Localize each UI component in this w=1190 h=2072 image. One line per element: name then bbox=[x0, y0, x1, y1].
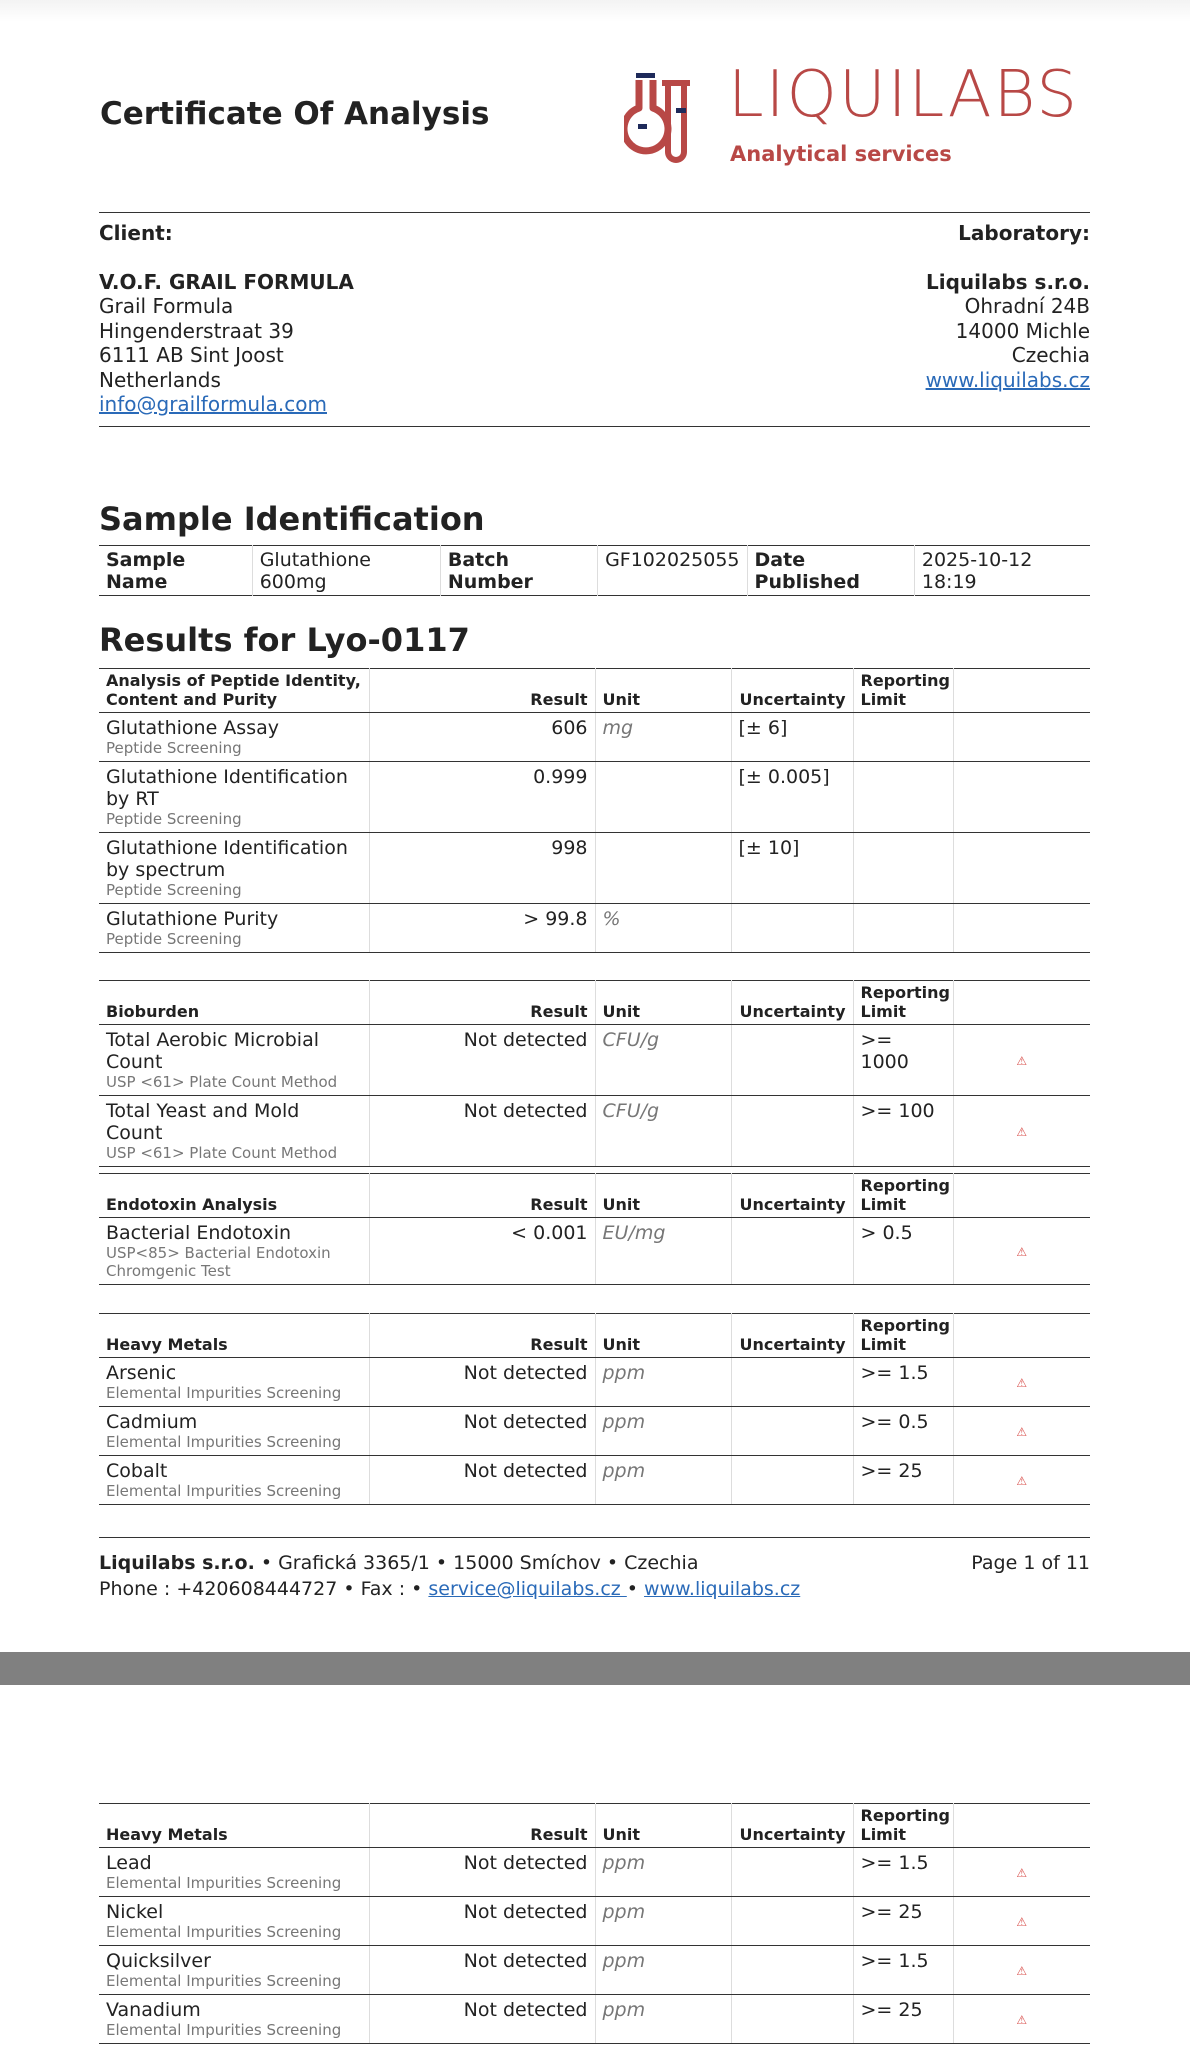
analyte-cell bbox=[99, 1897, 369, 1946]
analysis-method: Elemental Impurities Screening bbox=[106, 1433, 342, 1451]
uncertainty-value bbox=[731, 1025, 853, 1096]
table-header-row bbox=[99, 1314, 1090, 1358]
client-line: 6111 AB Sint Joost bbox=[99, 343, 284, 367]
uncertainty-value bbox=[731, 1848, 853, 1897]
laboratory-website-link[interactable]: www.liquilabs.cz bbox=[925, 367, 1090, 392]
analysis-method: USP <61> Plate Count Method bbox=[106, 1073, 338, 1091]
unit-value: EU/mg bbox=[595, 1218, 731, 1285]
analysis-method: Elemental Impurities Screening bbox=[106, 2021, 342, 2039]
flag-cell bbox=[953, 833, 1090, 904]
reporting-limit-value: >= 100 bbox=[853, 1096, 953, 1167]
analyte-cell bbox=[99, 833, 369, 904]
analysis-method: Elemental Impurities Screening bbox=[106, 1972, 342, 1990]
flag-cell bbox=[953, 1358, 1090, 1407]
unit-value: ppm bbox=[595, 1848, 731, 1897]
analysis-method: USP <61> Plate Count Method bbox=[106, 1144, 338, 1162]
page-footer bbox=[99, 1537, 1090, 1602]
reporting-limit-column-header: Reporting Limit bbox=[853, 981, 953, 1025]
result-value: Not detected bbox=[369, 1995, 595, 2044]
result-value: 0.999 bbox=[369, 762, 595, 833]
warning-triangle-icon: ⚠ bbox=[1016, 1866, 1028, 1880]
unit-column-header: Unit bbox=[595, 669, 731, 713]
result-value: Not detected bbox=[369, 1946, 595, 1995]
date-published-value: 2025-10-12 18:19 bbox=[914, 546, 1090, 596]
reporting-limit-value bbox=[853, 713, 953, 762]
reporting-limit-column-header: Reporting Limit bbox=[853, 1804, 953, 1848]
result-column-header: Result bbox=[369, 981, 595, 1025]
warning-triangle-icon: ⚠ bbox=[1016, 2013, 1028, 2027]
bioburden-table bbox=[99, 980, 1090, 1167]
flag-cell bbox=[953, 1456, 1090, 1505]
page-top-shade bbox=[0, 0, 1190, 22]
result-value: Not detected bbox=[369, 1848, 595, 1897]
reporting-limit-value: >= 1.5 bbox=[853, 1358, 953, 1407]
result-value: > 99.8 bbox=[369, 904, 595, 953]
analyte-cell bbox=[99, 1946, 369, 1995]
laboratory-info bbox=[926, 221, 1090, 392]
table-header-row bbox=[99, 1174, 1090, 1218]
flag-cell bbox=[953, 904, 1090, 953]
analyte-name: Quicksilver bbox=[106, 1950, 211, 1972]
flag-column-header bbox=[953, 669, 1090, 713]
warning-triangle-icon: ⚠ bbox=[1016, 1376, 1028, 1390]
table-row bbox=[99, 713, 1090, 762]
table-row bbox=[99, 1995, 1090, 2044]
analysis-method: Peptide Screening bbox=[106, 739, 242, 757]
analyte-cell bbox=[99, 1407, 369, 1456]
reporting-limit-value: >= 0.5 bbox=[853, 1407, 953, 1456]
analyte-cell bbox=[99, 904, 369, 953]
result-value: Not detected bbox=[369, 1025, 595, 1096]
analyte-name: Lead bbox=[106, 1852, 152, 1874]
client-email-link[interactable]: info@grailformula.com bbox=[99, 392, 327, 416]
analyte-cell bbox=[99, 1218, 369, 1285]
analyte-cell bbox=[99, 1848, 369, 1897]
analysis-method: USP<85> Bacterial Endotoxin Chromgenic Test bbox=[106, 1244, 331, 1280]
result-column-header: Result bbox=[369, 1314, 595, 1358]
warning-triangle-icon: ⚠ bbox=[1016, 1474, 1028, 1488]
endotoxin-table bbox=[99, 1173, 1090, 1285]
result-value: Not detected bbox=[369, 1456, 595, 1505]
client-name: V.O.F. GRAIL FORMULA bbox=[99, 269, 354, 294]
uncertainty-column-header: Uncertainty bbox=[731, 1174, 853, 1218]
client-line: Netherlands bbox=[99, 367, 221, 392]
warning-triangle-icon: ⚠ bbox=[1016, 1245, 1028, 1259]
footer-email-link[interactable]: service@liquilabs.cz bbox=[428, 1578, 627, 1600]
table-row bbox=[99, 1407, 1090, 1456]
result-column-header: Result bbox=[369, 669, 595, 713]
uncertainty-value bbox=[731, 1096, 853, 1167]
uncertainty-column-header: Uncertainty bbox=[731, 1804, 853, 1848]
reporting-limit-value: >= 1000 bbox=[853, 1025, 953, 1096]
reporting-limit-value bbox=[853, 833, 953, 904]
table-row bbox=[99, 833, 1090, 904]
reporting-limit-value: >= 1.5 bbox=[853, 1848, 953, 1897]
table-row bbox=[99, 1946, 1090, 1995]
result-column-header: Result bbox=[369, 1804, 595, 1848]
analyte-name: Glutathione Assay bbox=[106, 717, 279, 739]
analysis-method: Elemental Impurities Screening bbox=[106, 1923, 342, 1941]
client-heading: Client: bbox=[99, 221, 173, 245]
uncertainty-value bbox=[731, 904, 853, 953]
analysis-method: Peptide Screening bbox=[106, 881, 242, 899]
client-line: Grail Formula bbox=[99, 294, 234, 318]
client-line: Hingenderstraat 39 bbox=[99, 318, 294, 343]
result-value: 606 bbox=[369, 713, 595, 762]
uncertainty-value bbox=[731, 1995, 853, 2044]
reporting-limit-column-header: Reporting Limit bbox=[853, 1174, 953, 1218]
reporting-limit-value: >= 1.5 bbox=[853, 1946, 953, 1995]
uncertainty-column-header: Uncertainty bbox=[731, 981, 853, 1025]
uncertainty-value bbox=[731, 1218, 853, 1285]
reporting-limit-value: > 0.5 bbox=[853, 1218, 953, 1285]
warning-triangle-icon: ⚠ bbox=[1016, 1425, 1028, 1439]
analyte-name: Glutathione Identification by RT bbox=[106, 766, 348, 810]
client-info bbox=[99, 221, 354, 417]
flag-cell bbox=[953, 1025, 1090, 1096]
analyte-cell bbox=[99, 1025, 369, 1096]
table-row bbox=[99, 1096, 1090, 1167]
batch-number-value: GF102025055 bbox=[598, 546, 747, 596]
table-row bbox=[99, 1358, 1090, 1407]
analysis-method: Elemental Impurities Screening bbox=[106, 1482, 342, 1500]
analysis-method: Elemental Impurities Screening bbox=[106, 1384, 342, 1402]
flag-column-header bbox=[953, 1174, 1090, 1218]
unit-column-header: Unit bbox=[595, 1804, 731, 1848]
uncertainty-value: [± 0.005] bbox=[731, 762, 853, 833]
flag-cell bbox=[953, 1407, 1090, 1456]
flag-cell bbox=[953, 1946, 1090, 1995]
analyte-name: Arsenic bbox=[106, 1362, 177, 1384]
sample-name-value: Glutathione 600mg bbox=[252, 546, 440, 596]
analyte-cell bbox=[99, 1096, 369, 1167]
laboratory-name: Liquilabs s.r.o. bbox=[926, 269, 1090, 294]
analyte-cell bbox=[99, 713, 369, 762]
uncertainty-value bbox=[731, 1946, 853, 1995]
flag-column-header bbox=[953, 981, 1090, 1025]
table-section-title: Heavy Metals bbox=[99, 1314, 369, 1358]
flask-logo-icon bbox=[624, 64, 714, 174]
footer-company: Liquilabs s.r.o. bbox=[99, 1552, 255, 1574]
footer-phone: Phone : +420608444727 • Fax : • bbox=[99, 1578, 429, 1600]
flag-column-header bbox=[953, 1804, 1090, 1848]
analyte-cell bbox=[99, 1995, 369, 2044]
reporting-limit-column-header: Reporting Limit bbox=[853, 669, 953, 713]
logo-tagline: Analytical services bbox=[730, 142, 952, 166]
unit-value bbox=[595, 833, 731, 904]
table-section-title: Endotoxin Analysis bbox=[99, 1174, 369, 1218]
reporting-limit-column-header: Reporting Limit bbox=[853, 1314, 953, 1358]
table-row bbox=[99, 1848, 1090, 1897]
sample-identification-table bbox=[99, 545, 1090, 596]
footer-contact-line bbox=[99, 1576, 1090, 1602]
page-2 bbox=[0, 1685, 1190, 2072]
flag-cell bbox=[953, 1096, 1090, 1167]
uncertainty-value: [± 10] bbox=[731, 833, 853, 904]
uncertainty-value bbox=[731, 1897, 853, 1946]
laboratory-line: 14000 Michle bbox=[955, 318, 1090, 343]
analysis-method: Elemental Impurities Screening bbox=[106, 1874, 342, 1892]
warning-triangle-icon: ⚠ bbox=[1016, 1054, 1028, 1068]
footer-website-link[interactable]: www.liquilabs.cz bbox=[644, 1578, 801, 1600]
laboratory-line: Czechia bbox=[1011, 343, 1090, 367]
page-separator bbox=[0, 1652, 1190, 1685]
reporting-limit-value bbox=[853, 904, 953, 953]
uncertainty-value bbox=[731, 1358, 853, 1407]
table-section-title: Bioburden bbox=[99, 981, 369, 1025]
date-published-label: Date Published bbox=[747, 546, 914, 596]
analyte-cell bbox=[99, 762, 369, 833]
unit-column-header: Unit bbox=[595, 981, 731, 1025]
analyte-name: Total Yeast and Mold Count bbox=[106, 1100, 300, 1144]
result-column-header: Result bbox=[369, 1174, 595, 1218]
warning-triangle-icon: ⚠ bbox=[1016, 1125, 1028, 1139]
table-row bbox=[99, 1897, 1090, 1946]
reporting-limit-value: >= 25 bbox=[853, 1897, 953, 1946]
sample-row bbox=[99, 546, 1090, 596]
table-row bbox=[99, 1218, 1090, 1285]
heavy-metals-table bbox=[99, 1313, 1090, 1505]
footer-bullet: • bbox=[626, 1578, 645, 1600]
result-value: Not detected bbox=[369, 1897, 595, 1946]
result-value: Not detected bbox=[369, 1407, 595, 1456]
unit-value: ppm bbox=[595, 1407, 731, 1456]
analyte-cell bbox=[99, 1456, 369, 1505]
table-row bbox=[99, 762, 1090, 833]
unit-value: ppm bbox=[595, 1995, 731, 2044]
heavy-metals-table-continued bbox=[99, 1803, 1090, 2044]
footer-address: • Grafická 3365/1 • 15000 Smíchov • Czechia bbox=[254, 1552, 699, 1574]
reporting-limit-value: >= 25 bbox=[853, 1995, 953, 2044]
footer-address-line bbox=[99, 1550, 1090, 1576]
page-number: Page 1 of 11 bbox=[971, 1552, 1090, 1574]
unit-value: CFU/g bbox=[595, 1096, 731, 1167]
table-row bbox=[99, 904, 1090, 953]
analysis-method: Peptide Screening bbox=[106, 930, 242, 948]
flag-cell bbox=[953, 762, 1090, 833]
liquilabs-logo bbox=[624, 58, 1094, 174]
result-value: < 0.001 bbox=[369, 1218, 595, 1285]
unit-value bbox=[595, 762, 731, 833]
table-section-title: Analysis of Peptide Identity, Content and Purity bbox=[99, 669, 369, 713]
unit-value: ppm bbox=[595, 1358, 731, 1407]
uncertainty-column-header: Uncertainty bbox=[731, 669, 853, 713]
analyte-name: Cadmium bbox=[106, 1411, 198, 1433]
warning-triangle-icon: ⚠ bbox=[1016, 1964, 1028, 1978]
analyte-name: Glutathione Identification by spectrum bbox=[106, 837, 348, 881]
uncertainty-value bbox=[731, 1407, 853, 1456]
sample-name-label: Sample Name bbox=[106, 549, 186, 593]
table-header-row bbox=[99, 1804, 1090, 1848]
unit-value: mg bbox=[595, 713, 731, 762]
unit-value: ppm bbox=[595, 1946, 731, 1995]
analyte-name: Glutathione Purity bbox=[106, 908, 279, 930]
sample-identification-heading: Sample Identification bbox=[99, 500, 485, 538]
analyte-name: Total Aerobic Microbial Count bbox=[106, 1029, 320, 1073]
document-title: Certificate Of Analysis bbox=[100, 96, 490, 132]
uncertainty-column-header: Uncertainty bbox=[731, 1314, 853, 1358]
batch-number-label: Batch Number bbox=[440, 546, 597, 596]
result-value: Not detected bbox=[369, 1096, 595, 1167]
unit-value: % bbox=[595, 904, 731, 953]
flag-column-header bbox=[953, 1314, 1090, 1358]
analysis-method: Peptide Screening bbox=[106, 810, 242, 828]
flag-cell bbox=[953, 1218, 1090, 1285]
analyte-name: Bacterial Endotoxin bbox=[106, 1222, 292, 1244]
flag-cell bbox=[953, 713, 1090, 762]
unit-value: ppm bbox=[595, 1897, 731, 1946]
flag-cell bbox=[953, 1897, 1090, 1946]
results-heading: Results for Lyo-0117 bbox=[99, 621, 470, 659]
uncertainty-value: [± 6] bbox=[731, 713, 853, 762]
reporting-limit-value: >= 25 bbox=[853, 1456, 953, 1505]
table-header-row bbox=[99, 669, 1090, 713]
laboratory-heading: Laboratory: bbox=[958, 221, 1090, 245]
result-value: 998 bbox=[369, 833, 595, 904]
reporting-limit-value bbox=[853, 762, 953, 833]
laboratory-line: Ohradní 24B bbox=[964, 294, 1090, 318]
logo-wordmark: LIQUILABS bbox=[728, 58, 1079, 132]
analyte-name: Cobalt bbox=[106, 1460, 168, 1482]
result-value: Not detected bbox=[369, 1358, 595, 1407]
table-header-row bbox=[99, 981, 1090, 1025]
analyte-name: Vanadium bbox=[106, 1999, 201, 2021]
peptide-analysis-table bbox=[99, 668, 1090, 953]
client-laboratory-block bbox=[99, 212, 1090, 427]
unit-column-header: Unit bbox=[595, 1174, 731, 1218]
table-row bbox=[99, 1025, 1090, 1096]
table-row bbox=[99, 1456, 1090, 1505]
unit-column-header: Unit bbox=[595, 1314, 731, 1358]
analyte-cell bbox=[99, 1358, 369, 1407]
unit-value: ppm bbox=[595, 1456, 731, 1505]
analyte-name: Nickel bbox=[106, 1901, 164, 1923]
unit-value: CFU/g bbox=[595, 1025, 731, 1096]
flag-cell bbox=[953, 1848, 1090, 1897]
table-section-title: Heavy Metals bbox=[99, 1804, 369, 1848]
flag-cell bbox=[953, 1995, 1090, 2044]
warning-triangle-icon: ⚠ bbox=[1016, 1915, 1028, 1929]
uncertainty-value bbox=[731, 1456, 853, 1505]
